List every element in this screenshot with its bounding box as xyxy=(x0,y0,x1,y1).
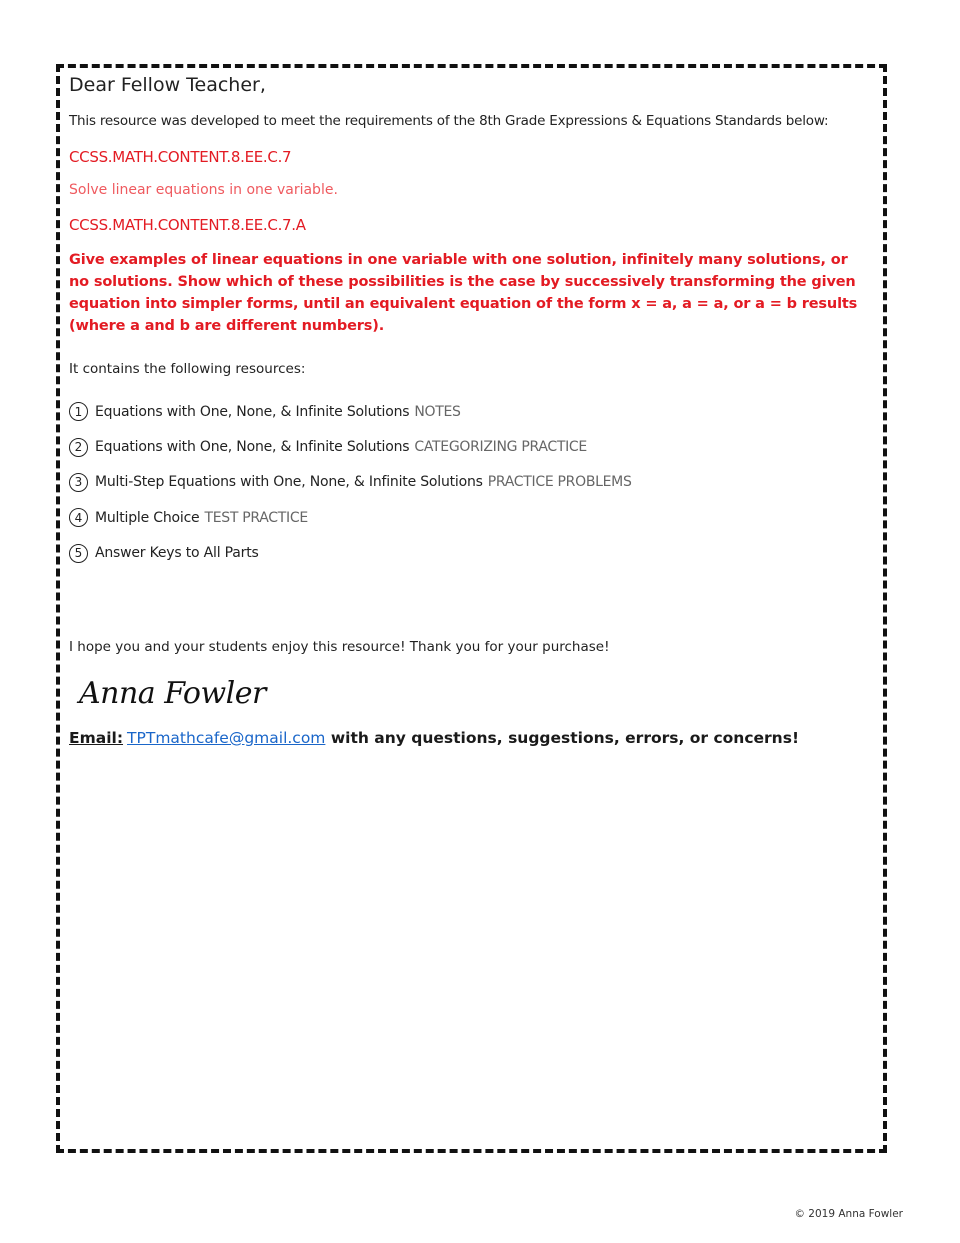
standard-description-1: Solve linear equations in one variable. xyxy=(69,182,338,198)
resource-title: Equations with One, None, & Infinite Solutions xyxy=(95,439,410,456)
signature: Anna Fowler xyxy=(79,676,266,711)
circled-number: 3 xyxy=(69,473,88,492)
circled-number: 2 xyxy=(69,438,88,457)
list-item xyxy=(69,536,632,571)
resource-kind: NOTES xyxy=(414,403,461,420)
resource-title: Multi-Step Equations with One, None, & Infinite Solutions xyxy=(95,474,483,491)
resource-list xyxy=(69,394,632,571)
intro-text: This resource was developed to meet the requirements of the 8th Grade Expressions & Equations Standards below: xyxy=(69,113,829,129)
list-item xyxy=(69,429,632,464)
resource-kind: CATEGORIZING PRACTICE xyxy=(414,439,587,456)
list-item xyxy=(69,465,632,500)
email-suffix: with any questions, suggestions, errors, or concerns! xyxy=(330,729,800,747)
greeting: Dear Fellow Teacher, xyxy=(69,74,266,96)
thanks-text: I hope you and your students enjoy this resource! Thank you for your purchase! xyxy=(69,639,610,655)
email-line xyxy=(69,729,799,747)
email-label: Email: xyxy=(69,729,124,747)
circled-number: 4 xyxy=(69,508,88,527)
resource-kind: PRACTICE PROBLEMS xyxy=(487,474,632,491)
copyright-footer: © 2019 Anna Fowler xyxy=(794,1208,903,1220)
standard-description-2: Give examples of linear equations in one variable with one solution, infinitely many solutions, or no solutions. Show which of these possibilities is the case by successively transforming the given equation into simpler forms, until an equivalent equation of the form x = a, a = a, or a = b results (where a and b are different numbers). xyxy=(69,252,858,334)
email-link[interactable]: TPTmathcafe@gmail.com xyxy=(127,729,326,747)
circled-number: 5 xyxy=(69,544,88,563)
list-item xyxy=(69,394,632,429)
resource-title: Multiple Choice xyxy=(95,509,200,526)
resource-title: Answer Keys to All Parts xyxy=(95,545,259,562)
circled-number: 1 xyxy=(69,402,88,421)
standard-code-2: CCSS.MATH.CONTENT.8.EE.C.7.A xyxy=(69,216,306,234)
resource-title: Equations with One, None, & Infinite Solutions xyxy=(95,403,410,420)
standard-code-1: CCSS.MATH.CONTENT.8.EE.C.7 xyxy=(69,148,292,166)
contains-label: It contains the following resources: xyxy=(69,361,306,377)
list-item xyxy=(69,500,632,535)
resource-kind: TEST PRACTICE xyxy=(204,509,308,526)
